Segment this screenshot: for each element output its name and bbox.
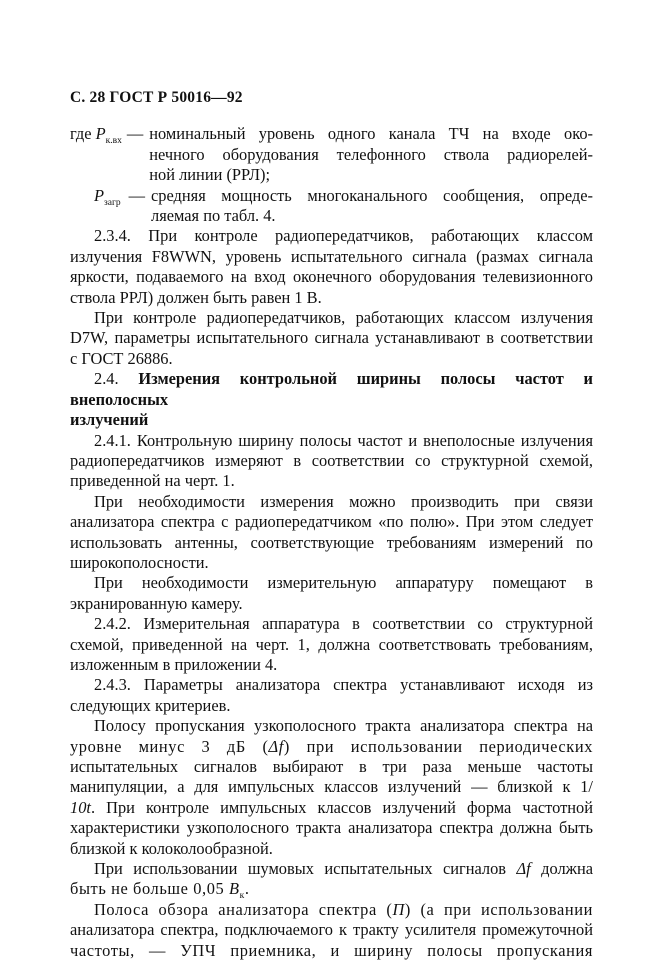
definition-text: средняя мощность многоканального сообщения, опреде- ляемая по табл. 4.	[151, 185, 593, 226]
definition-symbol: $P_{загр}$	[94, 185, 121, 208]
paragraph-shielded-chamber: При необходимости измерительную аппаратуру помещают в экранированную камеру.	[70, 573, 593, 613]
definition-p-kvh	[70, 124, 593, 185]
paragraph-2-3-4: 2.3.4. При контроле радиопередатчиков, работающих классом излучения F8WWN, уровень испытательного сигнала (размах сигнала яркости, подаваемого на вход оконечного оборудования телевизионного ствола РРЛ) должен быть равен 1 В.	[70, 226, 593, 307]
definition-dash: —	[126, 124, 144, 144]
document-page	[70, 88, 593, 961]
paragraph-bandwidth: Полосу пропускания узкополосного тракта анализатора спектра на уровне минус 3 дБ (Δf) при использовании периодических испытательных сигналов выбирают в три раза меньше частоты манипуляции, а для импульсных классов излучений — близкой к 1/ 10t. При контроле импульсных классов излучений форма частотной характеристики узкополосного тракта анализатора спектра должна быть близкой к колоколообразной.	[70, 716, 594, 858]
page-header: С. 28 ГОСТ Р 50016—92	[70, 89, 243, 106]
definition-symbol: где $P_{к.вх}$	[70, 124, 122, 147]
paragraph-2-4-3: 2.4.3. Параметры анализатора спектра устанавливают исходя из следующих критериев.	[70, 675, 593, 715]
definition-dash: —	[128, 185, 146, 205]
paragraph-d7w: При контроле радиопередатчиков, работающих классом излучения D7W, параметры испытательного сигнала устанавливают в соответствии с ГОСТ 26886.	[70, 308, 593, 368]
section-heading-2-4: 2.4. Измерения контрольной ширины полосы частот и внеполосных излучений	[70, 369, 593, 430]
definition-text: номинальный уровень одного канала ТЧ на входе око- нечного оборудования телефонного ствола радиорелей- ной линии (РРЛ);	[149, 124, 593, 185]
paragraph-noise-signals: При использовании шумовых испытательных сигналов Δf должна быть не больше 0,05 $B_к$.	[70, 859, 594, 902]
paragraph-2-4-1: 2.4.1. Контрольную ширину полосы частот и внеполосные излучения радиопередатчиков измеряют в соответствии со структурной схемой, приведенной на черт. 1.	[70, 430, 593, 491]
paragraph-2-4-2: 2.4.2. Измерительная аппаратура в соответствии со структурной схемой, приведенной на черт. 1, должна соответствовать требованиям, изложенным в приложении 4.	[70, 614, 593, 674]
definition-p-zagr	[70, 186, 593, 227]
paragraph-analyzer-field: При необходимости измерения можно производить при связи анализатора спектра с радиопередатчиком «по полю». При этом следует использовать антенны, соответствующие требованиям измерений по широкополосности.	[70, 491, 593, 572]
paragraph-sweep-span: Полоса обзора анализатора спектра (П) (а при использовании анализатора спектра, подключаемого к тракту усилителя промежуточной частоты, — УПЧ приемника, и ширину полосы пропускания	[70, 899, 593, 960]
